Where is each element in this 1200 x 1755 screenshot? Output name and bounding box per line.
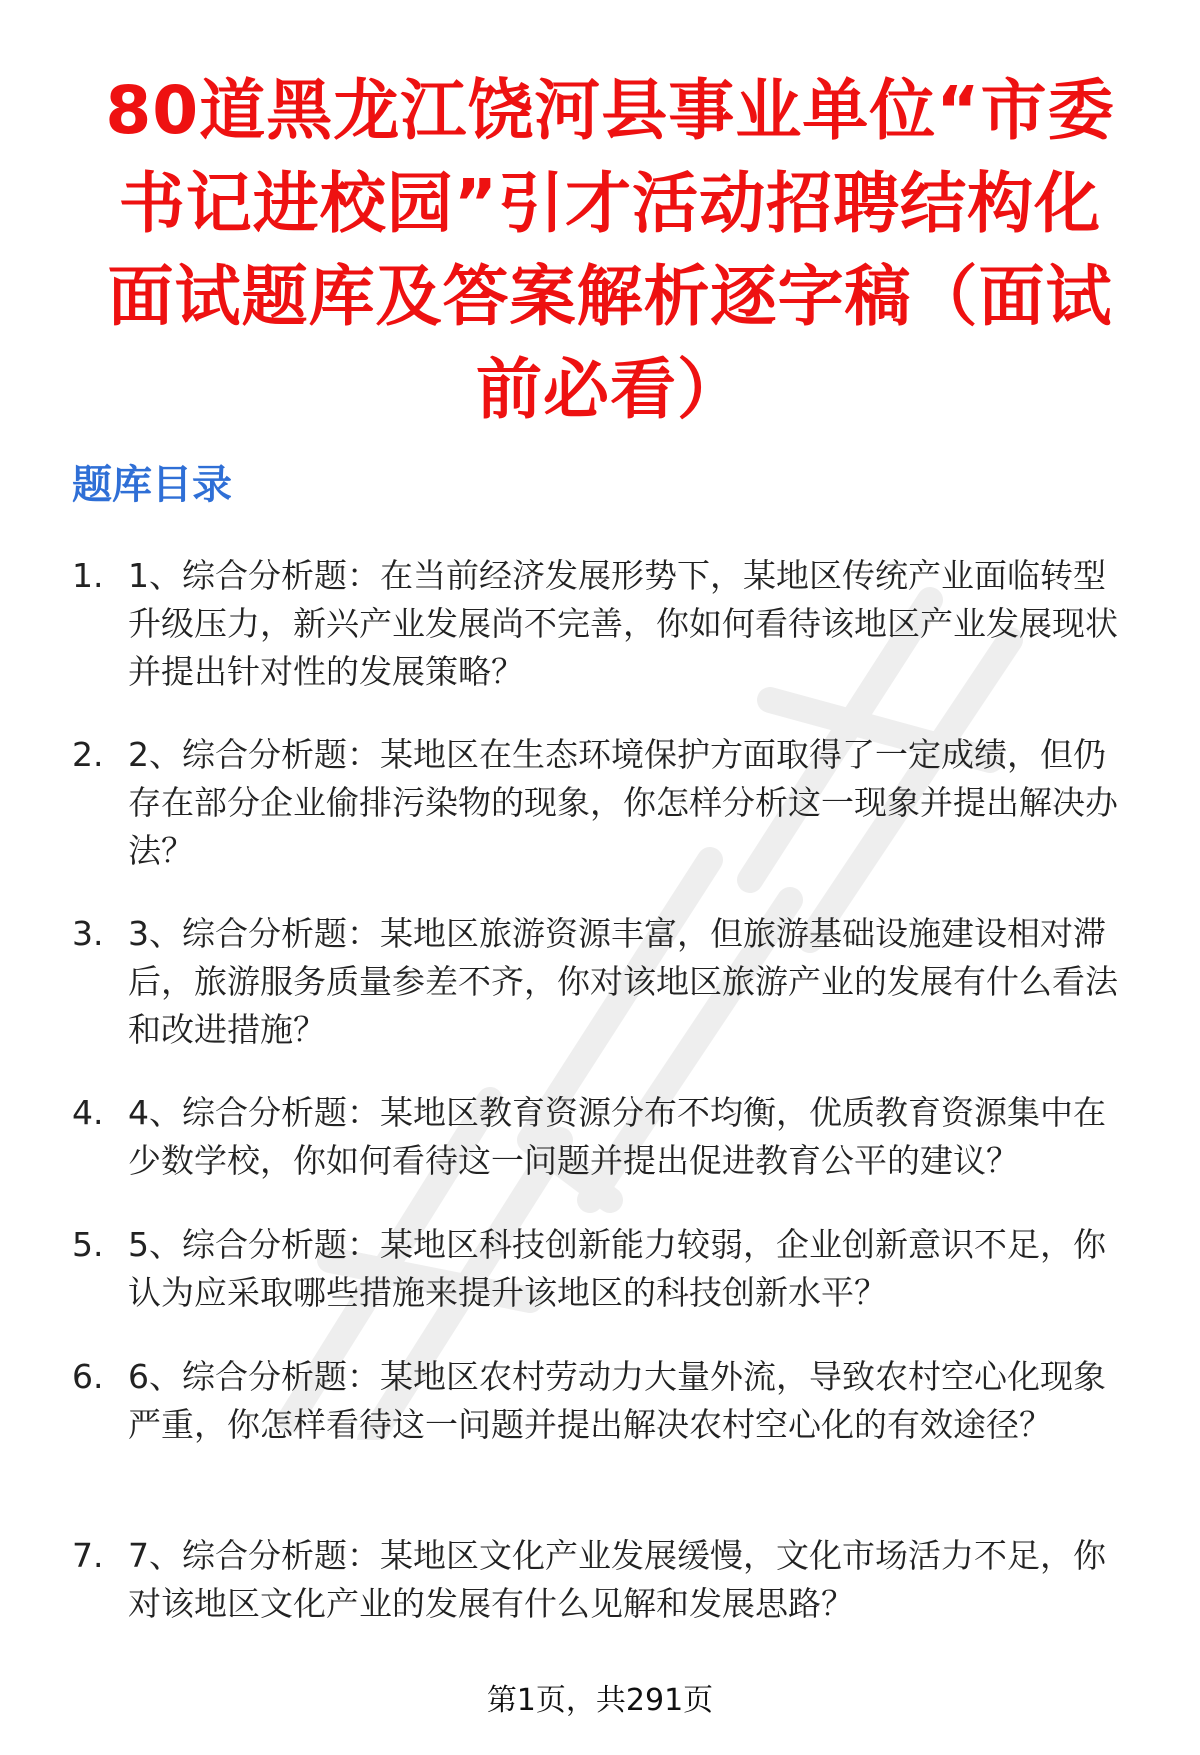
question-number: 6. — [72, 1357, 104, 1396]
page-footer: 第1页，共291页 — [486, 1683, 714, 1718]
question-text: 6、综合分析题：某地区农村劳动力大量外流，导致农村空心化现象严重，你怎样看待这一问题并提出解决农村空心化的有效途径？ — [128, 1357, 1106, 1444]
question-text: 1、综合分析题：在当前经济发展形势下，某地区传统产业面临转型升级压力，新兴产业发展尚不完善，你如何看待该地区产业发展现状并提出针对性的发展策略？ — [128, 556, 1118, 691]
question-text: 2、综合分析题：某地区在生态环境保护方面取得了一定成绩，但仍存在部分企业偷排污染物的现象，你怎样分析这一现象并提出解决办法？ — [128, 735, 1118, 870]
document-title: 80道黑龙江饶河县事业单位“市委书记进校园”引才活动招聘结构化面试题库及答案解析逐字稿（面试前必看） — [105, 72, 1115, 428]
toc-heading: 题库目录 — [72, 462, 232, 508]
question-text: 5、综合分析题：某地区科技创新能力较弱，企业创新意识不足，你认为应采取哪些措施来提升该地区的科技创新水平？ — [128, 1225, 1106, 1312]
question-number: 4. — [72, 1093, 104, 1132]
question-number: 1. — [72, 556, 104, 595]
question-text: 3、综合分析题：某地区旅游资源丰富，但旅游基础设施建设相对滞后，旅游服务质量参差不齐，你对该地区旅游产业的发展有什么看法和改进措施？ — [128, 914, 1118, 1049]
question-number: 7. — [72, 1536, 104, 1575]
question-text: 4、综合分析题：某地区教育资源分布不均衡，优质教育资源集中在少数学校，你如何看待这一问题并提出促进教育公平的建议？ — [128, 1093, 1106, 1180]
question-number: 5. — [72, 1225, 104, 1264]
question-number: 2. — [72, 735, 104, 774]
question-number: 3. — [72, 914, 104, 953]
question-text: 7、综合分析题：某地区文化产业发展缓慢，文化市场活力不足，你对该地区文化产业的发展有什么见解和发展思路？ — [128, 1536, 1106, 1623]
